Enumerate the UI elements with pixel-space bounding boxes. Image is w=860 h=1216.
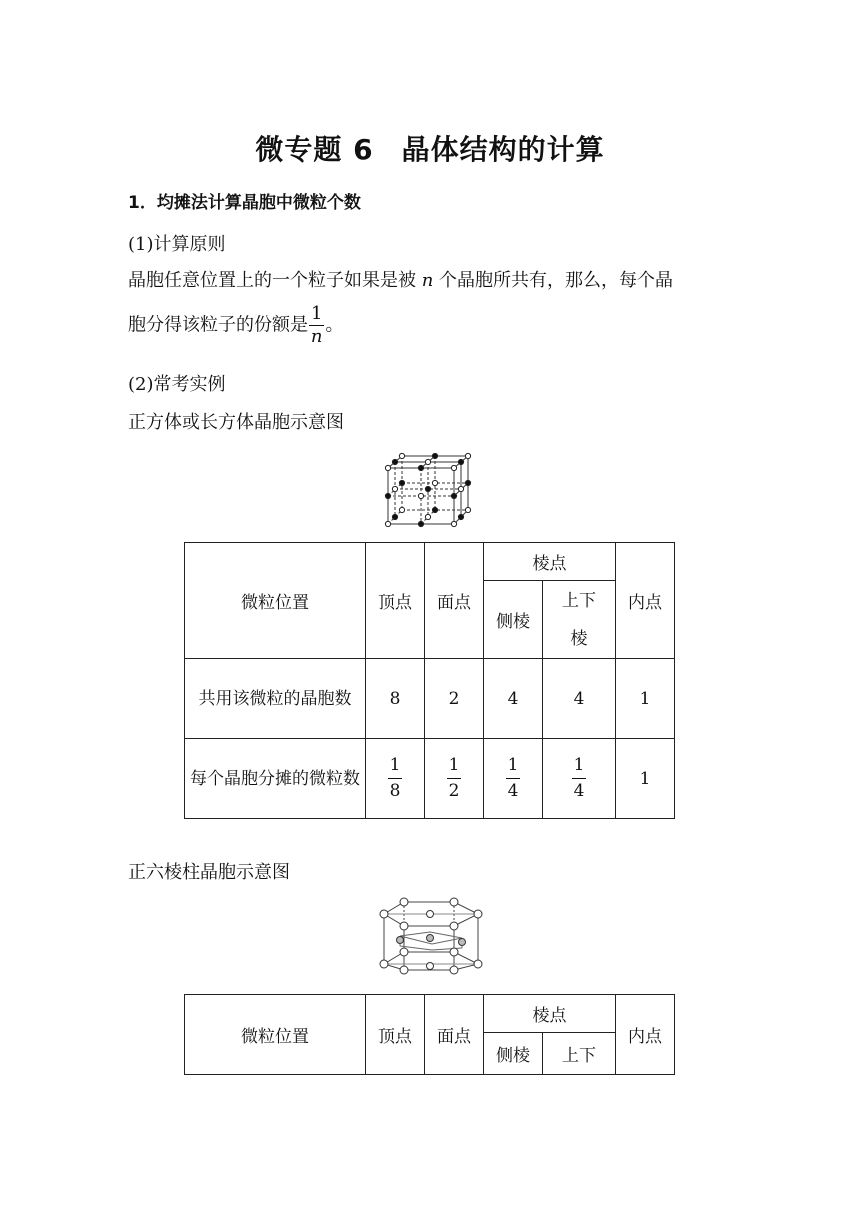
fraction-denominator: 4 <box>507 780 519 801</box>
table-row <box>185 659 675 739</box>
header-edge: 棱点 <box>484 995 616 1033</box>
principle-text-d: 。 <box>325 314 344 336</box>
fraction-denominator: 2 <box>448 780 460 801</box>
header-position: 微粒位置 <box>185 995 366 1075</box>
cell-value: 4 <box>484 659 543 739</box>
principle-text-b: 个晶胞所共有，那么，每个晶 <box>433 270 674 291</box>
variable-n: n <box>421 270 434 291</box>
fraction-denominator: n <box>310 326 323 347</box>
fraction-numerator: 1 <box>506 757 521 779</box>
fraction-denominator: 8 <box>389 780 401 801</box>
cell-fraction <box>484 739 543 819</box>
fraction-numerator: 1 <box>311 303 323 324</box>
table-row <box>185 739 675 819</box>
cell-value: 4 <box>543 659 616 739</box>
header-position: 微粒位置 <box>185 543 366 659</box>
cube-caption: 正方体或长方体晶胞示意图 <box>128 412 344 433</box>
row-label-cell <box>185 739 366 819</box>
hexagonal-cell-table <box>184 994 675 1075</box>
cubic-cell-table <box>184 542 675 819</box>
fraction-numerator: 1 <box>447 757 462 779</box>
header-vertex: 顶点 <box>366 995 425 1075</box>
header-inner: 内点 <box>616 995 675 1075</box>
subsection-heading-principle: (1)计算原则 <box>128 234 226 255</box>
cell-fraction <box>425 739 484 819</box>
header-topbottom-edge: 上下 <box>543 1033 616 1075</box>
row-label-shared-cells: 共用该微粒的晶胞数 <box>198 688 352 709</box>
fraction-numerator: 1 <box>388 757 403 779</box>
cell-value: 8 <box>366 659 425 739</box>
header-face: 面点 <box>425 543 484 659</box>
principle-text-c: 胞分得该粒子的份额是 <box>128 314 308 336</box>
row-label-share-per-cell: 每个晶胞分摊的微粒数 <box>190 768 360 789</box>
page-title <box>0 128 860 168</box>
hex-caption: 正六棱柱晶胞示意图 <box>128 862 290 883</box>
cell-fraction <box>543 739 616 819</box>
header-vertex: 顶点 <box>366 543 425 659</box>
section-heading: 1．均摊法计算晶胞中微粒个数 <box>128 193 361 213</box>
principle-text-a: 晶胞任意位置上的一个粒子如果是被 <box>128 270 422 291</box>
fraction-denominator: 4 <box>573 780 585 801</box>
fraction-numerator: 1 <box>572 757 587 779</box>
hexagonal-cell-diagram <box>378 894 486 978</box>
cubic-cell-diagram <box>382 448 478 530</box>
header-side-edge: 侧棱 <box>484 1033 543 1075</box>
principle-line-1 <box>128 266 673 292</box>
row-label-cell <box>185 659 366 739</box>
title-topic-name: 晶体结构的计算 <box>401 133 605 166</box>
cell-value: 2 <box>425 659 484 739</box>
header-topbottom-edge-cell <box>543 581 616 659</box>
cell-value: 1 <box>616 739 675 819</box>
header-inner: 内点 <box>616 543 675 659</box>
header-topbottom-edge: 上下棱 <box>562 590 596 649</box>
header-face: 面点 <box>425 995 484 1075</box>
title-topic-number: 微专题 6 <box>255 133 374 166</box>
cell-value: 1 <box>616 659 675 739</box>
cell-fraction <box>366 739 425 819</box>
header-edge: 棱点 <box>484 543 616 581</box>
header-side-edge: 侧棱 <box>484 581 543 659</box>
subsection-heading-examples: (2)常考实例 <box>128 374 226 395</box>
principle-line-2 <box>128 305 343 346</box>
fraction-one-over-n <box>309 305 324 346</box>
